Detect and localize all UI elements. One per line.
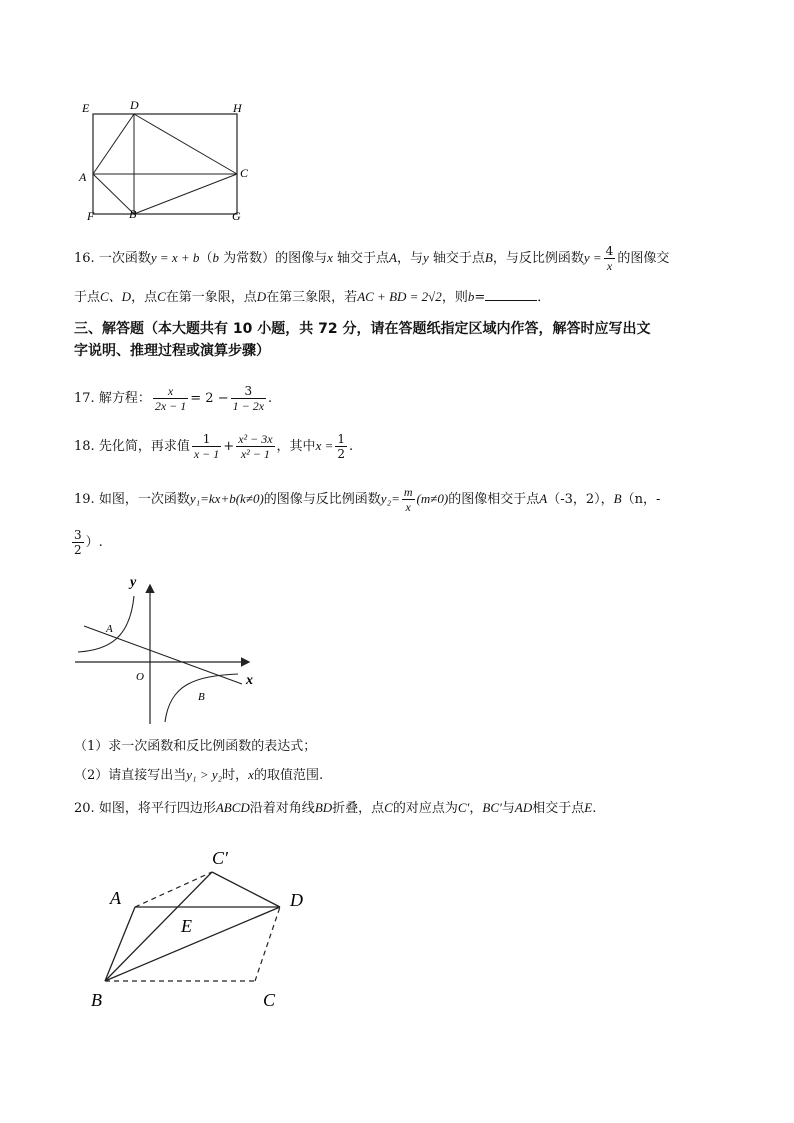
question-18: 18. 先化简，再求值 $\frac{1}{x - 1}$ + $\frac{\text{x² − 3x}}{\text{x² − 1}}$ ，其中x = $\frac{1}{2}$ . [74,432,354,461]
label-A: A [79,170,87,184]
q16-number: 16. [74,251,95,266]
q16-equation-linear: y = x + b [150,250,200,265]
label-B: B [129,207,137,221]
point-A-label: A [106,623,113,635]
q19-fraction: $\frac{m}{x}$ [403,485,413,514]
question-19-line1: 19. 如图，一次函数y₁=kx+b(k≠0)的图像与反比例函数y₂= $\frac{m}{x}$ (m≠0)的图像相交于点A（-3，2），B（n，- [74,485,661,514]
label-G: G [232,209,241,223]
question-16-line2: 于点C、D，点C在第一象限，点D在第三象限，若AC + BD = 2√2，则b= ． [74,289,551,305]
question-19-line2: $\frac{3}{2}$ ）. [74,528,103,557]
q17-number: 17. [74,391,95,406]
q19-subquestion-1: （1）求一次函数和反比例函数的表达式； [74,739,317,754]
label-A: A [110,888,121,908]
label-C-prime: C′ [212,848,228,868]
q18-fraction-1: $\frac{1}{x - 1}$ [193,432,220,461]
label-H: H [233,101,242,115]
q16-fraction: $\frac{4}{x}$ [605,244,614,273]
label-C: C [263,990,276,1010]
figure-rectangle [70,95,260,225]
q19-linear-function: y₁=kx+b(k≠0) [189,491,264,506]
figure-function-graph [70,572,270,730]
answer-blank[interactable] [485,288,537,301]
origin-label: O [136,671,144,683]
q19-fraction-2: $\frac{3}{2}$ [74,528,82,557]
label-F: F [87,209,95,223]
q19-subquestion-2: （2）请直接写出当y₁ > y₂时，x的取值范围. [74,767,324,783]
question-20: 20. 如图，将平行四边形ABCD沿着对角线BD折叠，点C的对应点为C′，BC′与AD相交于点E. [74,800,597,816]
point-B-label: B [198,691,205,703]
axis-y-label: y [130,575,137,590]
label-D: D [290,890,303,910]
axis-x-label: x [246,673,253,688]
q19-number: 19. [74,492,95,507]
q18-number: 18. [74,439,95,454]
section-3-heading: 三、解答题（本大题共有 10 小题，共 72 分，请在答题纸指定区域内作答，解答时应写出文 字说明、推理过程或演算步骤） [74,321,651,359]
label-B: B [91,990,102,1010]
figure-folded-parallelogram [85,840,325,1015]
label-E: E [181,916,192,936]
label-C: C [240,166,249,180]
q18-fraction-3: $\frac{1}{2}$ [337,432,345,461]
question-16-line1: 16. 一次函数y = x + b（b 为常数）的图像与x 轴交于点A，与y 轴交于点B，与反比例函数y = $\frac{4}{x}$ 的图像交 [74,244,670,273]
q17-fraction-2: $\frac{3}{1 - 2x}$ [232,384,265,413]
label-E: E [82,101,90,115]
q17-fraction-1: $\frac{x}{2x - 1}$ [154,384,187,413]
q20-number: 20. [74,801,95,816]
question-17: 17. 解方程： $\frac{x}{2x - 1}$ = 2 − $\frac{3}{1 - 2x}$ . [74,384,273,413]
q18-fraction-2: $\frac{\text{x² − 3x}}{\text{x² − 1}}$ [238,432,273,461]
q16-condition: AC + BD = 2√2 [357,289,442,304]
label-D: D [130,98,139,112]
